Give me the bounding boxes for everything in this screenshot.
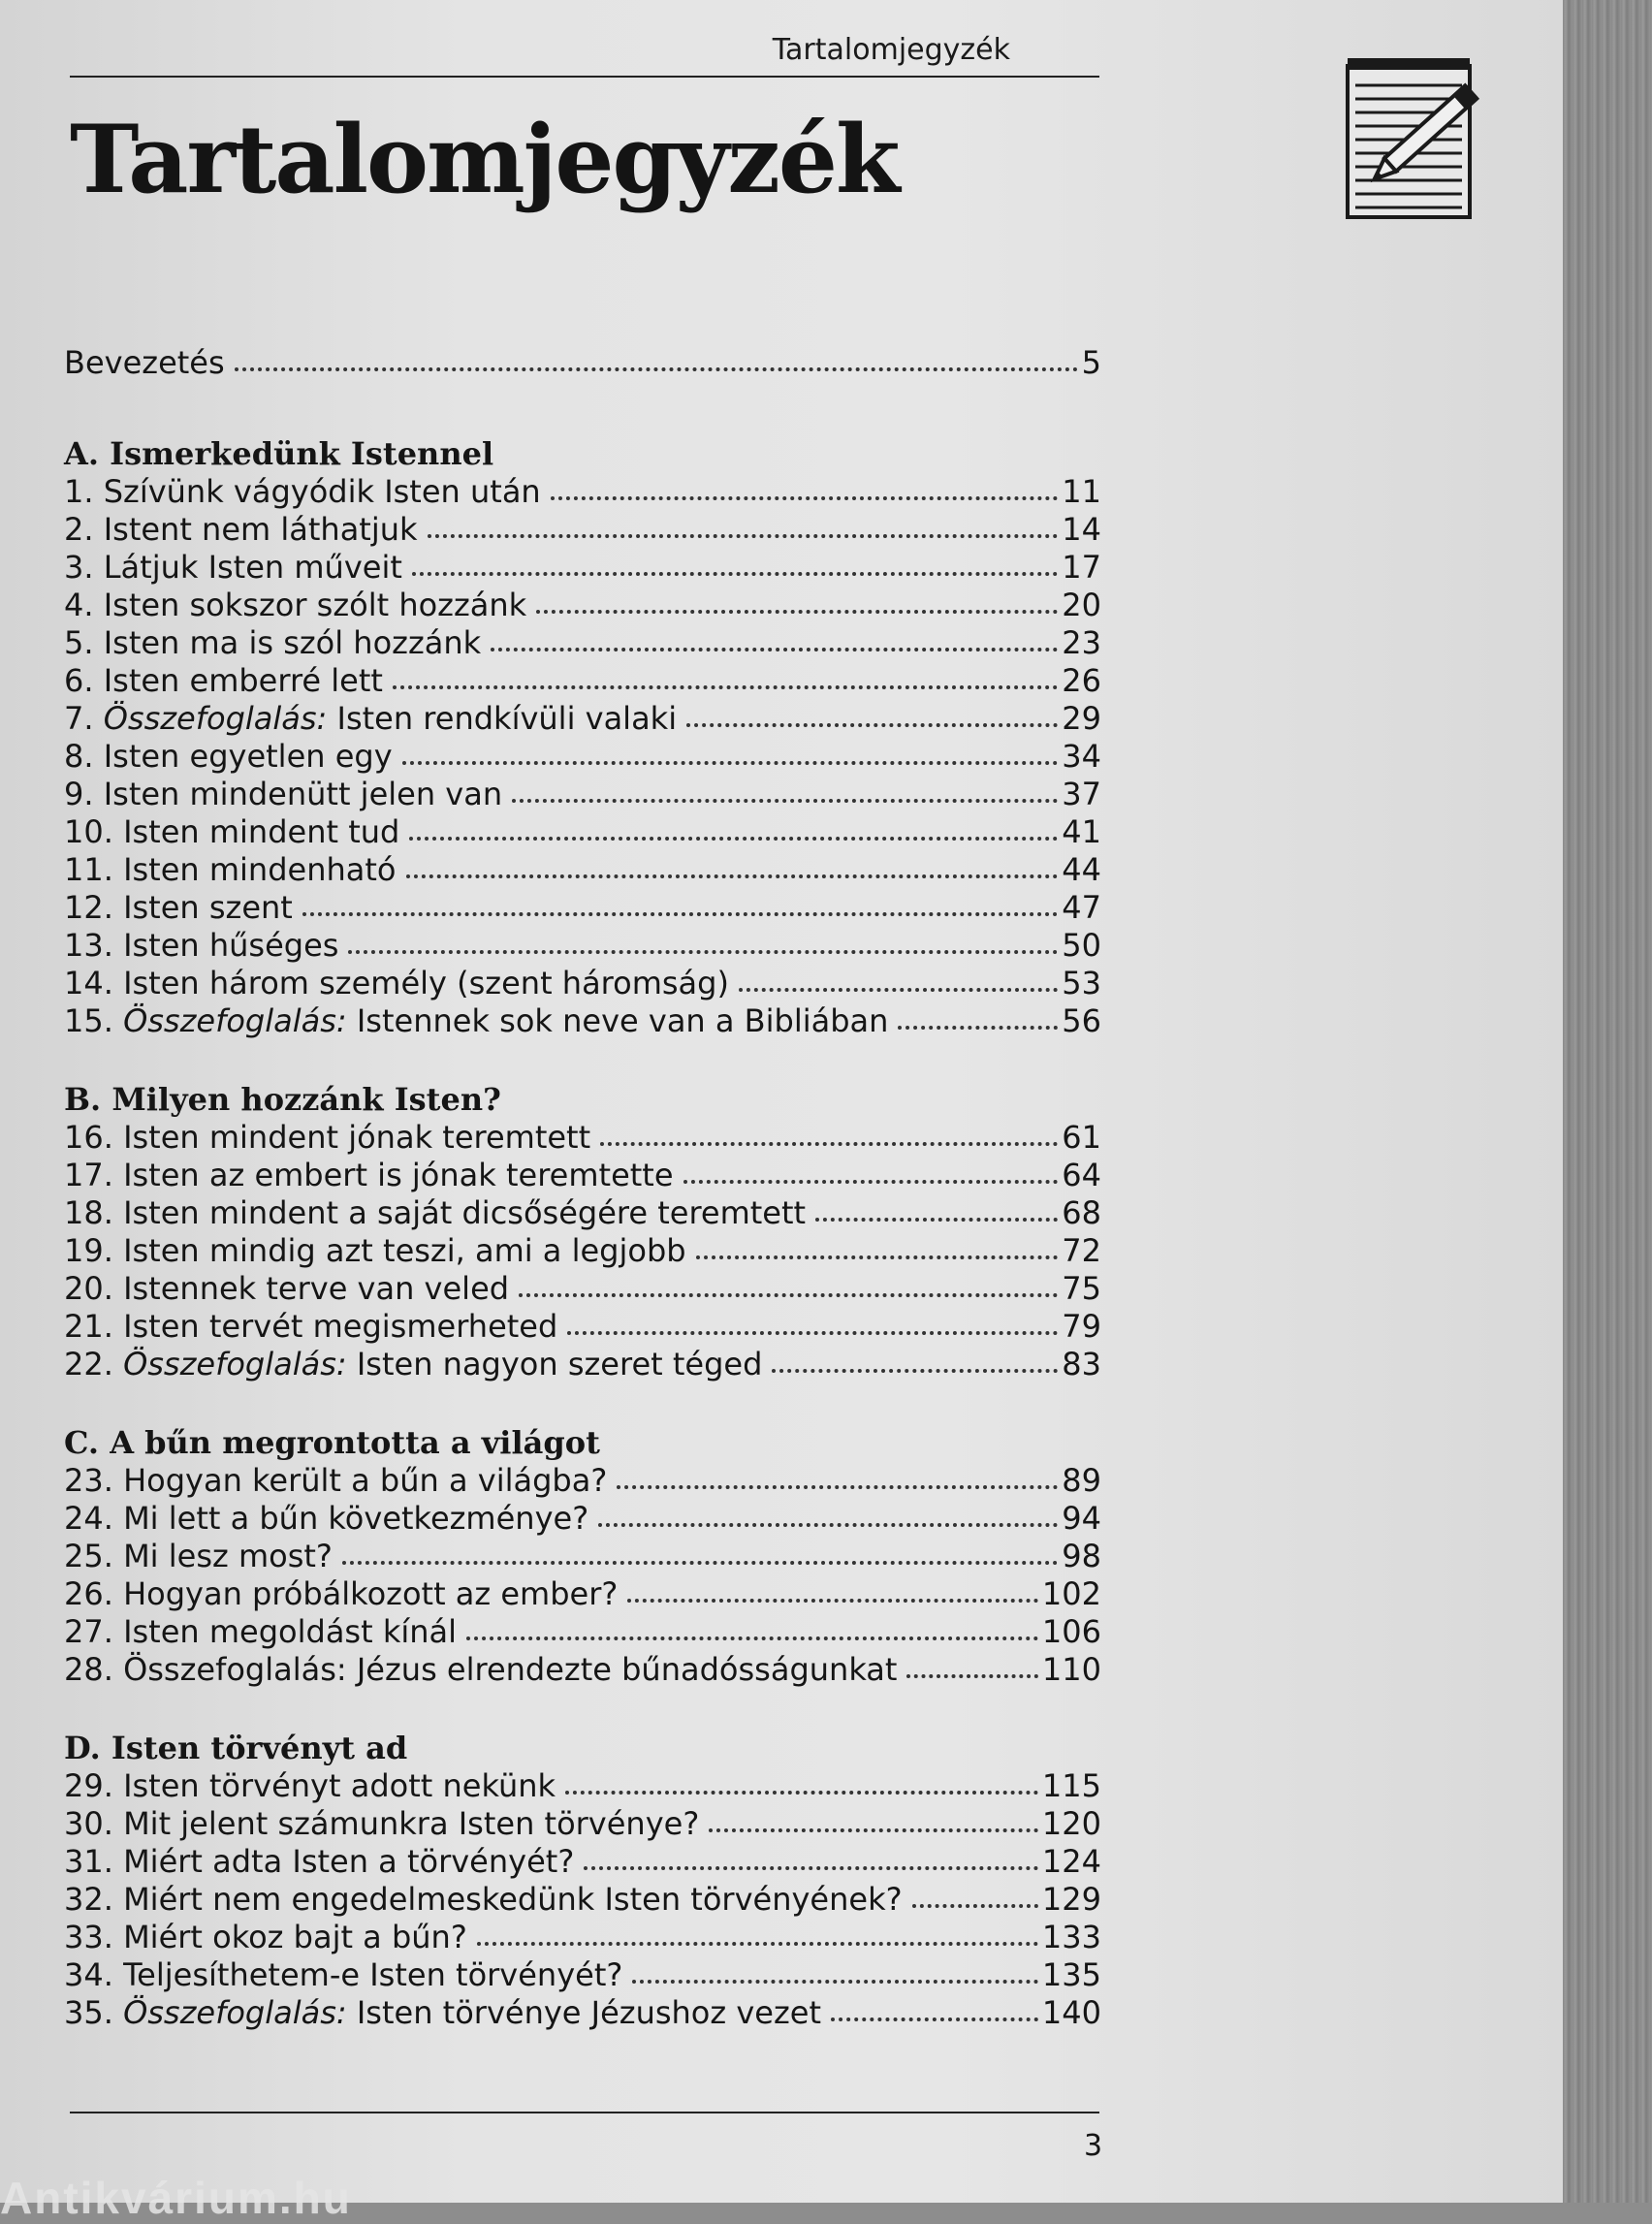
leader-dots [348,950,1058,954]
toc-entry [64,1119,1101,1157]
toc-intro-label: Bevezetés [64,344,225,381]
toc-entry-label [64,1002,888,1040]
toc-entry-page: 14 [1062,511,1101,548]
toc-entry-title: Isten nagyon szeret téged [356,1346,763,1382]
leader-dots [683,1180,1059,1184]
toc-entry-title: Istent nem láthatjuk [103,511,418,548]
toc-entry [64,700,1101,738]
toc-entry [64,1308,1101,1346]
toc-entry [64,587,1101,624]
toc-entry-label [64,473,541,511]
leader-dots [342,1561,1058,1565]
leader-dots [709,1828,1038,1832]
toc-entry-label [64,1575,618,1613]
header-rule [70,76,1099,78]
toc-entry-title: Istennek sok neve van a Bibliában [356,1002,889,1039]
toc-entry-page: 135 [1041,1956,1101,1993]
toc-entry [64,662,1101,700]
toc-entry-label [64,1308,557,1346]
leader-dots [406,874,1059,878]
leader-dots [772,1369,1058,1373]
leader-dots [696,1255,1059,1259]
toc-entry-label [64,1462,607,1500]
toc-entry-title: Isten mindenható [123,851,397,888]
toc-entry-number: 28. [64,1651,113,1688]
toc-entry-label [64,1194,806,1232]
toc-entry-number: 7. [64,700,94,737]
toc-entry-label [64,511,418,549]
toc-entry [64,1651,1101,1689]
toc-entry-number: 23. [64,1462,113,1499]
toc-entry-title: Szívünk vágyódik Isten után [103,473,541,510]
toc-entry-page: 106 [1041,1613,1101,1650]
toc-entry-label [64,1805,699,1843]
toc-entry-label [64,587,526,624]
toc-entry-title: Hogyan próbálkozott az ember? [123,1575,619,1612]
toc-entry-number: 24. [64,1500,113,1537]
toc-entry [64,1346,1101,1383]
leader-dots [519,1293,1058,1297]
toc-entry-label [64,1881,903,1919]
toc-entry-label [64,700,677,738]
toc-entry-summary-prefix: Összefoglalás: [123,1002,347,1039]
section-heading: D. Isten törvényt ad [64,1730,408,1766]
toc-entry-number: 16. [64,1119,113,1156]
toc-entry-title: Látjuk Isten műveit [103,549,402,586]
leader-dots [567,1331,1058,1335]
leader-dots [428,534,1059,538]
toc-entry-page: 83 [1062,1346,1101,1382]
toc-entry-title: Isten sokszor szólt hozzánk [103,587,527,623]
toc-entry-title: Isten szent [123,889,293,926]
toc-entry [64,1270,1101,1308]
leader-dots [466,1636,1038,1640]
toc-entry-page: 133 [1041,1919,1101,1955]
toc-entry-number: 30. [64,1805,113,1842]
toc-entry-number: 21. [64,1308,113,1345]
toc-entry [64,1232,1101,1270]
toc-entry-page: 44 [1062,851,1101,888]
toc-entry-page: 120 [1041,1805,1101,1842]
toc-entry [64,473,1101,511]
toc-entry [64,776,1101,813]
toc-sections [64,382,1101,2032]
toc-entry-label [64,1843,574,1881]
leader-dots [898,1026,1058,1030]
toc-entry-title: Hogyan került a bűn a világba? [123,1462,608,1499]
leader-dots [565,1791,1038,1795]
toc-entry-number: 33. [64,1919,113,1955]
toc-entry-label [64,1346,762,1383]
toc-entry-number: 35. [64,1994,113,2031]
toc-entry-label [64,1613,457,1651]
toc-entry-number: 10. [64,813,113,850]
toc-intro-page: 5 [1081,344,1101,381]
toc-entry-label [64,776,502,813]
toc-entry-title: Isten megoldást kínál [123,1613,458,1650]
footer-rule [70,2112,1099,2113]
toc-entry-label [64,624,481,662]
table-of-contents [64,344,1101,2032]
toc-entry [64,1462,1101,1500]
toc-entry [64,965,1101,1002]
toc-entry-page: 102 [1041,1575,1101,1612]
toc-entry-title: Mit jelent számunkra Isten törvénye? [123,1805,700,1842]
toc-entry-number: 15. [64,1002,113,1039]
toc-entry-number: 6. [64,662,94,699]
toc-entry [64,1767,1101,1805]
toc-entry-number: 22. [64,1346,113,1382]
toc-entry [64,1956,1101,1994]
section-gap [64,1383,1101,1421]
leader-dots [600,1142,1058,1146]
section-gap [64,1040,1101,1078]
leader-dots [512,799,1058,803]
toc-entry-page: 115 [1041,1767,1101,1804]
section-heading: B. Milyen hozzánk Isten? [64,1081,501,1118]
page-edge [1563,0,1652,2203]
leader-dots [551,496,1059,500]
toc-entry-number: 27. [64,1613,113,1650]
toc-entry-page: 94 [1062,1500,1101,1537]
toc-entry-title: Isten ma is szól hozzánk [103,624,482,661]
toc-entry-title: Isten tervét megismerheted [123,1308,558,1345]
toc-entry-summary-prefix: Összefoglalás: [123,1994,347,2031]
toc-entry-title: Istennek terve van veled [123,1270,510,1307]
toc-entry-page: 61 [1062,1119,1101,1156]
toc-entry-page: 34 [1062,738,1101,775]
toc-entry-page: 41 [1062,813,1101,850]
toc-entry-number: 2. [64,511,94,548]
toc-entry-page: 50 [1062,927,1101,964]
toc-entry-title: Mi lett a bűn következménye? [123,1500,589,1537]
toc-entry-page: 140 [1041,1994,1101,2031]
toc-entry-label [64,1232,686,1270]
toc-entry-page: 29 [1062,700,1101,737]
toc-entry-page: 17 [1062,549,1101,586]
toc-entry [64,1613,1101,1651]
leader-dots [739,988,1058,992]
leader-dots [302,912,1058,916]
toc-entry-title: Mi lesz most? [123,1538,333,1574]
toc-entry-title: Isten emberré lett [103,662,383,699]
leader-dots [686,723,1058,727]
toc-entry-number: 8. [64,738,94,775]
toc-entry-number: 18. [64,1194,113,1231]
toc-entry-summary-prefix: Összefoglalás: [123,1346,347,1382]
toc-entry [64,1538,1101,1575]
toc-entry [64,1994,1101,2032]
toc-entry-label [64,1157,674,1194]
section-gap [64,1689,1101,1727]
toc-entry [64,1843,1101,1881]
toc-entry [64,813,1101,851]
toc-entry-label [64,927,338,965]
leader-dots [491,648,1058,651]
toc-entry-label [64,965,729,1002]
toc-entry-number: 3. [64,549,94,586]
toc-entry-page: 124 [1041,1843,1101,1880]
toc-entry-label [64,738,393,776]
toc-entry-title: Isten törvénye Jézushoz vezet [356,1994,821,2031]
toc-entry-page: 53 [1062,965,1101,1001]
toc-entry-page: 47 [1062,889,1101,926]
toc-entry-number: 19. [64,1232,113,1269]
section-gap [64,382,1101,432]
toc-entry-page: 20 [1062,587,1101,623]
toc-entry-page: 37 [1062,776,1101,812]
toc-entry-page: 75 [1062,1270,1101,1307]
toc-entry-title: Teljesíthetem-e Isten törvényét? [123,1956,623,1993]
toc-entry-title: Isten rendkívüli valaki [336,700,678,737]
toc-entry-page: 89 [1062,1462,1101,1499]
toc-entry-title: Miért nem engedelmeskedünk Isten törvényének? [123,1881,903,1918]
toc-entry-page: 23 [1062,624,1101,661]
toc-entry-number: 12. [64,889,113,926]
toc-entry [64,549,1101,587]
toc-entry-number: 1. [64,473,94,510]
toc-entry-label [64,851,397,889]
toc-entry [64,1919,1101,1956]
toc-entry-label [64,1994,821,2032]
toc-entry-number: 11. [64,851,113,888]
toc-entry [64,1500,1101,1538]
toc-entry-page: 129 [1041,1881,1101,1918]
toc-entry-number: 4. [64,587,94,623]
toc-entry-number: 29. [64,1767,113,1804]
toc-entry-title: Összefoglalás: Jézus elrendezte bűnadósságunkat [123,1651,898,1688]
toc-entry-number: 17. [64,1157,113,1193]
toc-entry-number: 5. [64,624,94,661]
toc-entry-label [64,889,293,927]
toc-entry-number: 9. [64,776,94,812]
toc-entry-page: 72 [1062,1232,1101,1269]
leader-dots [906,1674,1037,1678]
leader-dots [412,572,1058,576]
section-heading: C. A bűn megrontotta a világot [64,1424,600,1461]
toc-entry [64,1194,1101,1232]
leader-dots [831,2017,1038,2021]
toc-entry-number: 32. [64,1881,113,1918]
page-title: Tartalomjegyzék [70,105,899,214]
leader-dots [617,1485,1058,1489]
toc-entry [64,624,1101,662]
toc-entry-page: 56 [1062,1002,1101,1039]
toc-entry-page: 110 [1041,1651,1101,1688]
leader-dots [393,685,1058,689]
page-number: 3 [1084,2129,1103,2163]
toc-entry-number: 26. [64,1575,113,1612]
toc-entry-label [64,549,402,587]
leader-dots [235,367,1078,371]
toc-entry-label [64,1919,467,1956]
toc-entry-title: Isten egyetlen egy [103,738,393,775]
toc-entry-number: 20. [64,1270,113,1307]
leader-dots [402,761,1059,765]
toc-entry-number: 13. [64,927,113,964]
running-head: Tartalomjegyzék [772,33,1010,67]
toc-entry-title: Isten az embert is jónak teremtette [123,1157,674,1193]
toc-entry-page: 68 [1062,1194,1101,1231]
leader-dots [632,1980,1038,1984]
toc-entry-summary-prefix: Összefoglalás: [103,700,328,737]
toc-entry-label [64,662,383,700]
leader-dots [536,610,1058,614]
toc-entry-label [64,813,399,851]
section-heading: A. Ismerkedünk Istennel [64,435,494,472]
toc-entry-page: 64 [1062,1157,1101,1193]
toc-entry-title: Isten mindent a saját dicsőségére teremtett [123,1194,807,1231]
watermark: Antikvárium.hu [0,2173,352,2223]
leader-dots [598,1523,1058,1527]
leader-dots [477,1942,1038,1946]
toc-entry [64,1157,1101,1194]
toc-entry-number: 31. [64,1843,113,1880]
leader-dots [627,1599,1038,1603]
toc-entry-title: Isten mindent tud [123,813,400,850]
toc-entry-number: 34. [64,1956,113,1993]
toc-entry-number: 14. [64,965,113,1001]
toc-entry-title: Miért adta Isten a törvényét? [123,1843,575,1880]
toc-entry [64,511,1101,549]
toc-entry-label [64,1119,590,1157]
toc-entry [64,851,1101,889]
toc-entry-label [64,1270,509,1308]
toc-entry-page: 11 [1062,473,1101,510]
toc-entry-title: Isten mindent jónak teremtett [123,1119,591,1156]
toc-entry-page: 26 [1062,662,1101,699]
toc-entry-label [64,1956,622,1994]
toc-entry-page: 79 [1062,1308,1101,1345]
toc-entry [64,1002,1101,1040]
toc-entry-label [64,1651,897,1689]
toc-entry [64,927,1101,965]
toc-entry [64,889,1101,927]
toc-entry-label [64,1767,556,1805]
leader-dots [584,1866,1038,1870]
toc-entry-page: 98 [1062,1538,1101,1574]
toc-entry-label [64,1538,333,1575]
leader-dots [409,837,1058,841]
toc-intro [64,344,1101,382]
notepad-pencil-icon [1346,54,1509,221]
toc-entry-number: 25. [64,1538,113,1574]
toc-entry [64,1881,1101,1919]
toc-entry-title: Isten hűséges [123,927,339,964]
toc-entry [64,1575,1101,1613]
toc-entry-title: Isten három személy (szent háromság) [123,965,729,1001]
toc-entry-title: Isten mindig azt teszi, ami a legjobb [123,1232,686,1269]
leader-dots [815,1218,1058,1222]
toc-entry-label [64,1500,588,1538]
toc-entry [64,1805,1101,1843]
leader-dots [912,1904,1038,1908]
toc-entry-title: Isten törvényt adott nekünk [123,1767,556,1804]
toc-entry [64,738,1101,776]
toc-entry-title: Miért okoz bajt a bűn? [123,1919,467,1955]
toc-entry-title: Isten mindenütt jelen van [103,776,503,812]
